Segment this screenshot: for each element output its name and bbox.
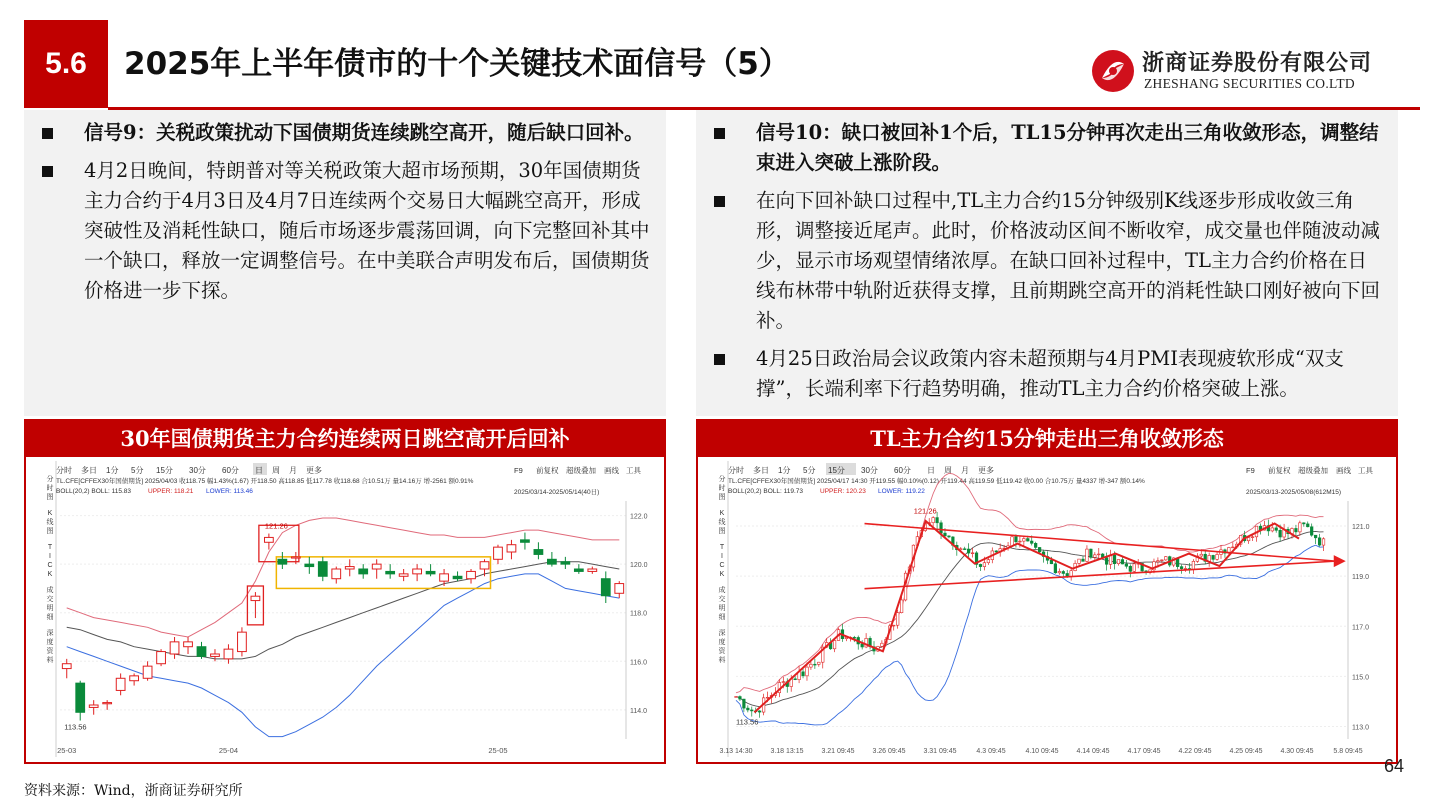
- side-label-4: 深: [718, 630, 726, 637]
- high-annotation: 121.26: [264, 521, 288, 531]
- candle-body: [1023, 539, 1026, 542]
- side-label-2: I: [721, 553, 723, 560]
- side-label-3: 细: [46, 614, 54, 621]
- side-label-3: 交: [718, 596, 726, 603]
- candle-body: [89, 705, 98, 707]
- square-bullet-icon: [42, 166, 53, 177]
- side-label-4: 度: [718, 639, 726, 646]
- candle-body: [818, 662, 821, 664]
- side-label-0: 时: [46, 485, 54, 492]
- candle-body: [291, 557, 300, 558]
- toolbar-tab-4: 15分: [156, 466, 173, 475]
- right-text-panel: [696, 110, 1398, 416]
- x-tick-label: 25-05: [488, 746, 508, 755]
- low-annotation: 113.56: [64, 722, 87, 732]
- candle-body: [1105, 558, 1108, 564]
- side-label-2: K: [47, 571, 53, 578]
- candle-body: [574, 569, 583, 571]
- x-tick-label: 4.22 09:45: [1178, 748, 1212, 755]
- x-tick-label: 4.25 09:45: [1229, 748, 1263, 755]
- candle-body: [1192, 561, 1195, 569]
- quote-info-line: TL.CFE[CFFEX30年国债期货] 2025/04/17 14:30 开119.55 幅0.10%(0.12) 开119.44 高119.59 低119.42 收0.00 合10.75万 量4337 增-347 额0.14%: [728, 478, 1145, 485]
- candle-body: [265, 537, 274, 542]
- x-tick-label: 25-03: [57, 746, 77, 755]
- candle-body: [305, 564, 314, 566]
- x-tick-label: 3.31 09:45: [923, 748, 957, 755]
- candle-body: [750, 710, 753, 711]
- toolbar-right-item-2: 超级叠加: [566, 466, 596, 475]
- side-label-4: 深: [46, 630, 54, 637]
- candle-body: [440, 574, 449, 581]
- candle-body: [1113, 555, 1116, 564]
- candle-body: [900, 600, 903, 613]
- candle-body: [896, 613, 899, 626]
- candle-body: [1314, 535, 1317, 538]
- candle-body: [747, 708, 750, 710]
- candle-body: [1129, 566, 1132, 571]
- y-tick-label: 118.0: [630, 610, 647, 618]
- page-number: 64: [1384, 756, 1405, 776]
- side-label-2: C: [47, 562, 53, 569]
- toolbar-tab-7: 日: [255, 466, 263, 475]
- left-chart-title: 30年国债期货主力合约连续两日跳空高开后回补: [24, 419, 666, 457]
- company-logo: [1090, 44, 1390, 100]
- candle-body: [987, 560, 990, 563]
- bullet-signal-10: [696, 118, 1398, 178]
- y-tick-label: 121.0: [1352, 524, 1370, 532]
- candle-body: [963, 549, 966, 550]
- y-tick-label: 120.0: [630, 562, 648, 570]
- candle-body: [1097, 554, 1100, 555]
- candle-body: [1090, 549, 1093, 557]
- candle-body: [399, 574, 408, 576]
- toolbar-tab-8: 周: [272, 466, 280, 475]
- side-label-0: 图: [718, 494, 726, 501]
- candle-body: [1038, 547, 1041, 551]
- candle-body: [766, 697, 769, 698]
- side-label-1: K: [47, 510, 53, 517]
- logo-english-name: ZHESHANG SECURITIES CO.LTD: [1144, 76, 1355, 91]
- toolbar-tab-1: 多日: [81, 466, 97, 475]
- candle-body: [1247, 538, 1250, 541]
- y-tick-label: 122.0: [630, 513, 648, 521]
- toolbar-tab-7: 日: [927, 466, 935, 475]
- boll-upper-label: UPPER: 118.21: [148, 488, 194, 495]
- candle-body: [971, 553, 974, 554]
- boll-upper-line: [67, 518, 620, 637]
- candle-body: [1082, 559, 1085, 561]
- y-tick-label: 113.0: [1352, 724, 1369, 732]
- candle-body: [1094, 555, 1097, 558]
- candle-body: [480, 562, 489, 569]
- candle-body: [794, 679, 797, 680]
- toolbar-right-item-4: 工具: [626, 466, 641, 475]
- bullet-signal-9: [24, 118, 666, 148]
- candle-body: [758, 711, 761, 712]
- toolbar-tab-9: 月: [961, 466, 969, 475]
- x-tick-label: 4.17 09:45: [1127, 748, 1161, 755]
- candle-body: [345, 567, 354, 569]
- quote-info-line: TL.CFE[CFFEX30年国债期货] 2025/04/03 收118.75 幅1.43%(1.67) 开118.50 高118.85 低117.78 收118.68 合10.51万 量14.16万 增-2561 额0.91%: [56, 478, 474, 485]
- candle-body: [184, 642, 193, 647]
- side-label-2: I: [49, 553, 51, 560]
- left-text-panel: [24, 110, 666, 416]
- x-tick-label: 4.30 09:45: [1280, 748, 1314, 755]
- candle-body: [453, 576, 462, 578]
- candle-body: [251, 596, 260, 600]
- zheshang-logo-icon: [1090, 48, 1136, 94]
- candle-body: [426, 571, 435, 573]
- toolbar-tab-10: 更多: [306, 466, 322, 475]
- toolbar-right-item-0: F9: [514, 466, 523, 475]
- boll-lower-band: [736, 545, 1324, 725]
- candle-body: [1180, 567, 1183, 569]
- candle-body: [1121, 560, 1124, 564]
- candle-body: [615, 584, 624, 594]
- side-label-1: 线: [46, 519, 54, 526]
- side-label-1: 图: [718, 528, 726, 535]
- candle-body: [853, 637, 856, 638]
- y-tick-label: 114.0: [630, 707, 647, 715]
- candle-body: [494, 547, 503, 559]
- candle-body: [1271, 528, 1274, 531]
- candle-body: [881, 643, 884, 646]
- candle-body: [1050, 560, 1053, 563]
- toolbar-tab-2: 1分: [778, 466, 791, 475]
- side-label-3: 明: [46, 605, 54, 612]
- consolidation-highlight-box: [276, 557, 490, 589]
- candle-body: [1161, 560, 1164, 561]
- source-note: 资料来源：Wind，浙商证券研究所: [24, 783, 243, 799]
- candle-body: [979, 564, 982, 566]
- candle-body: [318, 562, 327, 577]
- candle-body: [143, 666, 152, 678]
- candle-body: [103, 703, 112, 704]
- toolbar-tab-0: 分时: [56, 466, 72, 475]
- side-label-3: 成: [718, 587, 726, 594]
- candle-body: [211, 654, 220, 656]
- candle-body: [892, 625, 895, 626]
- boll-lower-label: LOWER: 113.46: [206, 488, 253, 495]
- candle-body: [332, 569, 341, 579]
- candle-body: [967, 549, 970, 553]
- toolbar-tab-2: 1分: [106, 466, 119, 475]
- toolbar-tab-1: 多日: [753, 466, 769, 475]
- side-label-0: 分: [46, 476, 54, 483]
- side-label-4: 度: [46, 639, 54, 646]
- date-range-label: 2025/03/13-2025/05/08(612M15): [1246, 489, 1342, 496]
- boll-boll-line: [67, 562, 620, 659]
- date-range-label: 2025/03/14-2025/05/14(40日): [514, 489, 600, 496]
- bullet-text: 4月2日晚间，特朗普对等关税政策大超市场预期，30年国债期货主力合约于4月3日及4月7日连续两个交易日大幅跳空高开，形成突破性及消耗性缺口，随后市场逐步震荡回调，向下完整回补其中一个缺口，释放一定调整信号。在中美联合声明发布后，国债期货价格进一步下探。: [84, 159, 650, 302]
- boll-mid-label: BOLL(20,2) BOLL: 115.83: [56, 488, 132, 495]
- candle-body: [116, 678, 125, 690]
- candle-body: [735, 697, 738, 698]
- candle-body: [1086, 549, 1089, 561]
- toolbar-tab-8: 周: [944, 466, 952, 475]
- candle-body: [278, 559, 287, 564]
- candle-body: [1232, 547, 1235, 548]
- candle-body: [1295, 528, 1298, 531]
- toolbar-tab-10: 更多: [978, 466, 994, 475]
- toolbar-tab-9: 月: [289, 466, 297, 475]
- candle-body: [467, 571, 476, 578]
- candle-body: [1062, 571, 1065, 573]
- bullet-text: 信号10：缺口被回补1个后，TL15分钟再次走出三角收敛形态，调整结束进入突破上涨阶段。: [756, 121, 1379, 174]
- candle-body: [359, 569, 368, 574]
- candle-body: [861, 644, 864, 647]
- logo-chinese-name: 浙商证券股份有限公司: [1142, 51, 1373, 76]
- candle-body: [940, 523, 943, 533]
- candle-body: [386, 571, 395, 573]
- candle-body: [157, 652, 166, 664]
- side-label-4: 料: [718, 657, 726, 664]
- x-tick-label: 5.8 09:45: [1333, 748, 1363, 755]
- candle-body: [743, 699, 746, 708]
- x-tick-label: 4.3 09:45: [976, 748, 1006, 755]
- x-tick-label: 25-04: [218, 746, 239, 755]
- candle-body: [1310, 527, 1313, 535]
- candle-body: [1011, 537, 1014, 546]
- toolbar-right-item-3: 画线: [604, 466, 619, 475]
- candle-body: [833, 640, 836, 648]
- candle-body: [1015, 537, 1018, 542]
- toolbar-tab-3: 5分: [131, 466, 144, 475]
- candle-body: [62, 664, 71, 669]
- boll-lower-label: LOWER: 119.22: [878, 488, 925, 495]
- bullet-signal-10-detail: [696, 186, 1398, 336]
- square-bullet-icon: [42, 128, 53, 139]
- y-tick-label: 116.0: [630, 659, 647, 667]
- breakout-arrow-icon: [1334, 555, 1346, 567]
- candle-body: [1117, 560, 1120, 564]
- candle-body: [948, 536, 951, 537]
- candle-body: [995, 551, 998, 552]
- candle-body: [76, 683, 85, 712]
- candle-body: [601, 579, 610, 596]
- candle-body: [1279, 530, 1282, 537]
- x-tick-label: 4.10 09:45: [1025, 748, 1059, 755]
- toolbar-right-item-2: 超级叠加: [1298, 466, 1328, 475]
- boll-lower-line: [67, 574, 620, 737]
- side-label-1: 线: [718, 519, 726, 526]
- boll-mid-label: BOLL(20,2) BOLL: 119.73: [728, 488, 804, 495]
- x-tick-label: 3.18 13:15: [770, 748, 804, 755]
- candle-body: [372, 564, 381, 569]
- candle-body: [1299, 523, 1302, 532]
- toolbar-tab-3: 5分: [803, 466, 816, 475]
- candle-body: [1157, 561, 1160, 562]
- fifteen-minute-candlestick-chart: [698, 457, 1396, 762]
- candle-body: [1133, 564, 1136, 572]
- candle-body: [1318, 538, 1321, 545]
- side-label-1: K: [719, 510, 725, 517]
- y-tick-label: 117.0: [1352, 624, 1369, 632]
- square-bullet-icon: [714, 128, 725, 139]
- toolbar-tab-6: 60分: [894, 466, 911, 475]
- candle-body: [1054, 564, 1057, 573]
- candle-body: [521, 540, 530, 542]
- side-label-3: 成: [46, 587, 54, 594]
- low-annotation: 113.56: [736, 717, 759, 727]
- candle-body: [588, 569, 597, 571]
- bullet-text: 信号9：关税政策扰动下国债期货连续跳空高开，随后缺口回补。: [84, 121, 644, 144]
- candle-body: [1125, 564, 1128, 566]
- x-tick-label: 3.21 09:45: [821, 748, 855, 755]
- bullet-text: 4月25日政治局会议政策内容未超预期与4月PMI表现疲软形成“双支撑”，长端利率下行趋势明确，推动TL主力合约价格突破上涨。: [756, 347, 1344, 400]
- candle-body: [810, 664, 813, 667]
- candle-body: [413, 569, 422, 574]
- square-bullet-icon: [714, 354, 725, 365]
- bullet-text: 在向下回补缺口过程中,TL主力合约15分钟级别K线逐步形成收敛三角形，调整接近尾声。此时，价格波动区间不断收窄，成交量也伴随波动减少，显示市场观望情绪浓厚。在缺口回补过程中，TL主力合约价格在日线布林带中轨附近获得支撑，且前期跳空高开的消耗性缺口刚好被向下回补。: [756, 189, 1381, 332]
- candle-body: [1030, 541, 1033, 543]
- candle-body: [170, 642, 179, 654]
- candle-body: [1078, 559, 1081, 563]
- y-tick-label: 119.0: [1352, 574, 1369, 582]
- side-label-2: C: [719, 562, 725, 569]
- candle-body: [238, 632, 247, 651]
- boll-upper-label: UPPER: 120.23: [820, 488, 866, 495]
- candle-body: [548, 559, 557, 564]
- side-label-4: 资: [718, 648, 726, 655]
- candle-body: [507, 545, 516, 552]
- boll-mid-band: [736, 531, 1324, 706]
- y-tick-label: 115.0: [1352, 674, 1369, 682]
- toolbar-tab-5: 30分: [861, 466, 878, 475]
- toolbar-right-item-0: F9: [1246, 466, 1255, 475]
- candle-body: [932, 518, 935, 523]
- high-annotation: 121.26: [913, 506, 937, 516]
- side-label-2: K: [719, 571, 725, 578]
- right-chart-title: TL主力合约15分钟走出三角收敛形态: [696, 419, 1398, 457]
- toolbar-tab-4: 15分: [828, 466, 845, 475]
- x-tick-label: 3.13 14:30: [719, 748, 753, 755]
- candle-body: [1070, 571, 1073, 577]
- left-chart-container: [24, 457, 666, 764]
- candle-body: [983, 563, 986, 567]
- candle-body: [1200, 554, 1203, 556]
- right-chart-container: [696, 457, 1398, 764]
- side-label-0: 图: [46, 494, 54, 501]
- candle-body: [936, 518, 939, 523]
- candle-body: [1303, 523, 1306, 524]
- side-label-0: 分: [718, 476, 726, 483]
- x-tick-label: 4.14 09:45: [1076, 748, 1110, 755]
- side-label-1: 图: [46, 528, 54, 535]
- candle-body: [802, 672, 805, 676]
- square-bullet-icon: [714, 196, 725, 207]
- bullet-signal-9-detail: [24, 156, 666, 306]
- side-label-0: 时: [718, 485, 726, 492]
- candle-body: [224, 649, 233, 659]
- side-label-4: 资: [46, 648, 54, 655]
- toolbar-right-item-3: 画线: [1336, 466, 1351, 475]
- candle-body: [1216, 554, 1219, 559]
- toolbar-tab-0: 分时: [728, 466, 744, 475]
- side-label-4: 料: [46, 657, 54, 664]
- candle-body: [1019, 541, 1022, 542]
- candle-body: [1322, 539, 1325, 545]
- side-label-2: T: [719, 544, 725, 551]
- side-label-3: 交: [46, 596, 54, 603]
- candle-body: [814, 664, 817, 665]
- candle-body: [782, 682, 785, 683]
- toolbar-tab-6: 60分: [222, 466, 239, 475]
- toolbar-right-item-4: 工具: [1358, 466, 1373, 475]
- candle-body: [1058, 571, 1061, 572]
- toolbar-right-item-1: 前复权: [536, 466, 559, 475]
- side-label-3: 细: [718, 614, 726, 621]
- candle-body: [534, 550, 543, 555]
- side-label-3: 明: [718, 605, 726, 612]
- candle-body: [1026, 539, 1029, 541]
- bullet-signal-10-driver: [696, 344, 1398, 404]
- side-label-2: T: [47, 544, 53, 551]
- toolbar-tab-5: 30分: [189, 466, 206, 475]
- daily-candlestick-chart: [26, 457, 664, 762]
- page-title: 2025年上半年债市的十个关键技术面信号（5）: [124, 46, 790, 82]
- candle-body: [1306, 524, 1309, 527]
- candle-body: [739, 697, 742, 700]
- section-number-badge: 5.6: [24, 20, 108, 108]
- candle-body: [944, 533, 947, 536]
- candle-body: [1034, 543, 1037, 547]
- candle-body: [130, 676, 139, 681]
- x-tick-label: 3.26 09:45: [872, 748, 906, 755]
- toolbar-right-item-1: 前复权: [1268, 466, 1291, 475]
- candle-body: [1251, 537, 1254, 538]
- candle-body: [1164, 557, 1167, 560]
- candle-body: [1212, 555, 1215, 559]
- candle-body: [806, 667, 809, 676]
- candle-body: [1275, 528, 1278, 530]
- candle-body: [197, 647, 206, 657]
- candle-body: [561, 562, 570, 564]
